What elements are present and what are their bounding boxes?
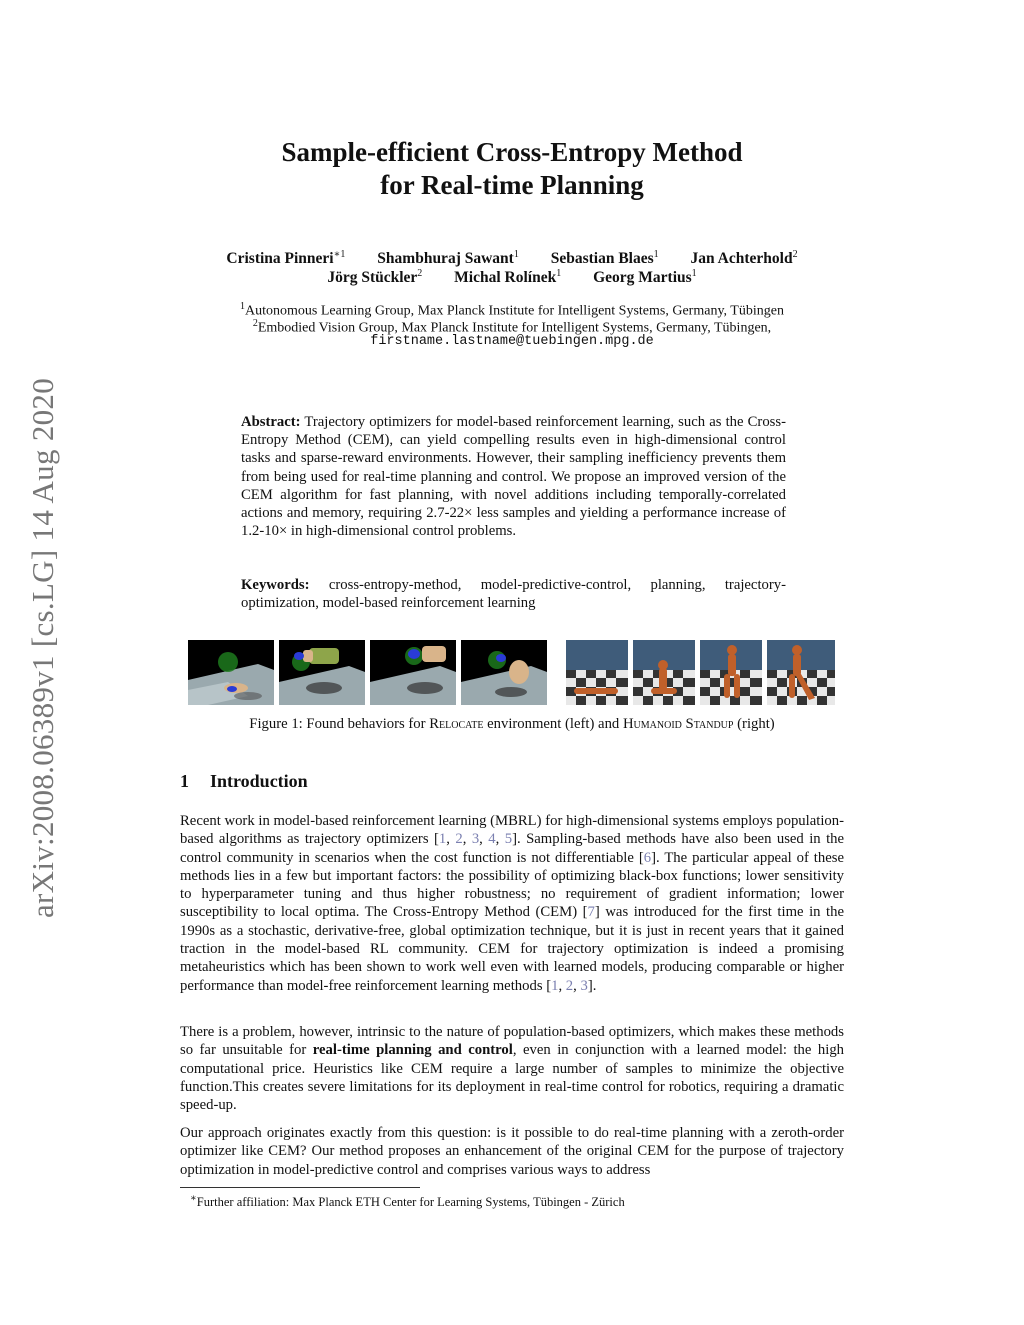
title-line-2: for Real-time Planning	[380, 170, 644, 200]
author: Jan Achterhold$^2$	[690, 249, 798, 268]
footnote-rule	[180, 1187, 420, 1188]
relocate-frame-1	[188, 640, 274, 705]
author-superscript: 1	[556, 268, 562, 279]
citation-link[interactable]: 2	[565, 977, 574, 994]
affiliation-1: $^1$Autonomous Learning Group, Max Planck Institute for Intelligent Systems, Germany, Tübingen	[240, 301, 784, 319]
humanoid-frame-2	[633, 640, 695, 705]
abstract-label: Abstract:	[241, 414, 301, 430]
affiliation-2: $^2$Embodied Vision Group, Max Planck Institute for Intelligent Systems, Germany, Tübingen,	[252, 318, 772, 336]
citation-link[interactable]: 4	[488, 831, 496, 848]
citation-link[interactable]: 1	[438, 831, 447, 848]
author-superscript: 2	[792, 249, 798, 260]
author-superscript: 1	[653, 249, 659, 260]
citation-link[interactable]: 3	[580, 977, 588, 994]
intro-paragraph-1: Recent work in model-based reinforcement learning (MBRL) for high-dimensional systems employs population-based algorithms as trajectory optimizers [1, 2, 3, 4, 5]. Sampling-based methods have also been used in the control community in scenarios when the cost function is not differentiable [6]. The particular appeal of these methods lies in a few but important factors: the possibility of optimizing black-box functions; lower sensitivity to hyperparameter tuning and thus higher robustness; no requirement of gradient information; lower susceptibility to local optima. The Cross-Entropy Method (CEM) [7] was introduced for the first time in the 1990s as a stochastic, derivative-free, global optimization technique, but it is just in recent years that it gained traction in the model-based RL community. CEM for trajectory optimization is indeed a promising metaheuristics which has been shown to work well even with learned models, producing comparable or higher performance than model-free reinforcement learning methods [1, 2, 3].	[180, 813, 845, 994]
author-superscript: ∗1	[333, 249, 346, 260]
paper-title	[0, 136, 1024, 202]
arxiv-identifier: arXiv:2008.06389v1 [cs.LG] 14 Aug 2020	[25, 377, 60, 919]
humanoid-frame-1	[566, 640, 628, 705]
humanoid-frame-4	[767, 640, 835, 705]
section-number: 1	[180, 771, 189, 791]
section-heading	[180, 771, 308, 792]
humanoid-frame-3	[700, 640, 762, 705]
author-superscript: 1	[513, 249, 519, 260]
author: Jörg Stückler$^2$	[327, 268, 423, 287]
citation-link[interactable]: 1	[551, 977, 559, 994]
author: Cristina Pinneri$^{∗1}$	[226, 249, 346, 268]
citation-link[interactable]: 5	[504, 831, 513, 848]
abstract	[241, 413, 786, 540]
relocate-frame-4	[461, 640, 547, 705]
abstract-text: Trajectory optimizers for model-based reinforcement learning, such as the Cross-Entropy Method (CEM), can yield compelling results even in high-dimensional control tasks and sparse-reward environments. However, their sampling inefficiency prevents them from being used for real-time planning and control. We propose an improved version of the CEM algorithm for fast planning, with novel additions including temporally-correlated actions and memory, requiring 2.7-22× less samples and yielding a performance increase of 1.2-10× in high-dimensional control problems.	[241, 414, 786, 540]
keywords	[241, 576, 786, 612]
citation-link[interactable]: 6	[643, 849, 652, 866]
author: Sebastian Blaes$^1$	[550, 249, 659, 268]
keywords-text: cross-entropy-method, model-predictive-control, planning, trajectory-optimization, model-based reinforcement learning	[241, 577, 787, 612]
author-line-2	[0, 264, 1024, 287]
title-line-1: Sample-efficient Cross-Entropy Method	[281, 137, 743, 167]
relocate-frame-2	[279, 640, 365, 705]
citation-link[interactable]: 2	[455, 831, 463, 848]
emphasis-text: real-time planning and control	[312, 1042, 513, 1059]
figure-caption: Figure 1: Found behaviors for Relocate environment (left) and Humanoid Standup (right)	[249, 716, 775, 732]
section-title: Introduction	[210, 771, 308, 791]
relocate-frame-3	[370, 640, 456, 705]
author-superscript: 1	[691, 268, 697, 279]
citation-link[interactable]: 7	[587, 904, 595, 921]
author: Michal Rolínek$^1$	[454, 268, 562, 287]
author: Georg Martius$^1$	[593, 268, 697, 287]
footnote: ∗Further affiliation: Max Planck ETH Center for Learning Systems, Tübingen - Zürich	[190, 1193, 625, 1210]
contact-email: firstname.lastname@tuebingen.mpg.de	[370, 334, 654, 349]
env-name-relocate: Relocate	[429, 716, 484, 732]
citation-link[interactable]: 3	[471, 831, 480, 848]
intro-paragraph-3: Our approach originates exactly from this question: is it possible to do real-time planning with a zeroth-order optimizer like CEM? Our method proposes an enhancement of the original CEM for the purpose of trajectory optimization in model-predictive control and comprises various ways to address	[180, 1125, 844, 1178]
keywords-label: Keywords:	[241, 577, 310, 593]
env-name-humanoid: Humanoid Standup	[622, 716, 734, 732]
author-superscript: 2	[417, 268, 423, 279]
intro-paragraph-2: There is a problem, however, intrinsic to the nature of population-based optimizers, which makes these methods so far unsuitable for real-time planning and control, even in conjunction with a learned model: the high computational price. Heuristics like CEM require a large number of samples to minimize the objective function.This creates severe limitations for its deployment in real-time control for robotics, requiring a dramatic speed-up.	[180, 1024, 845, 1114]
author: Shambhuraj Sawant$^1$	[377, 249, 519, 268]
